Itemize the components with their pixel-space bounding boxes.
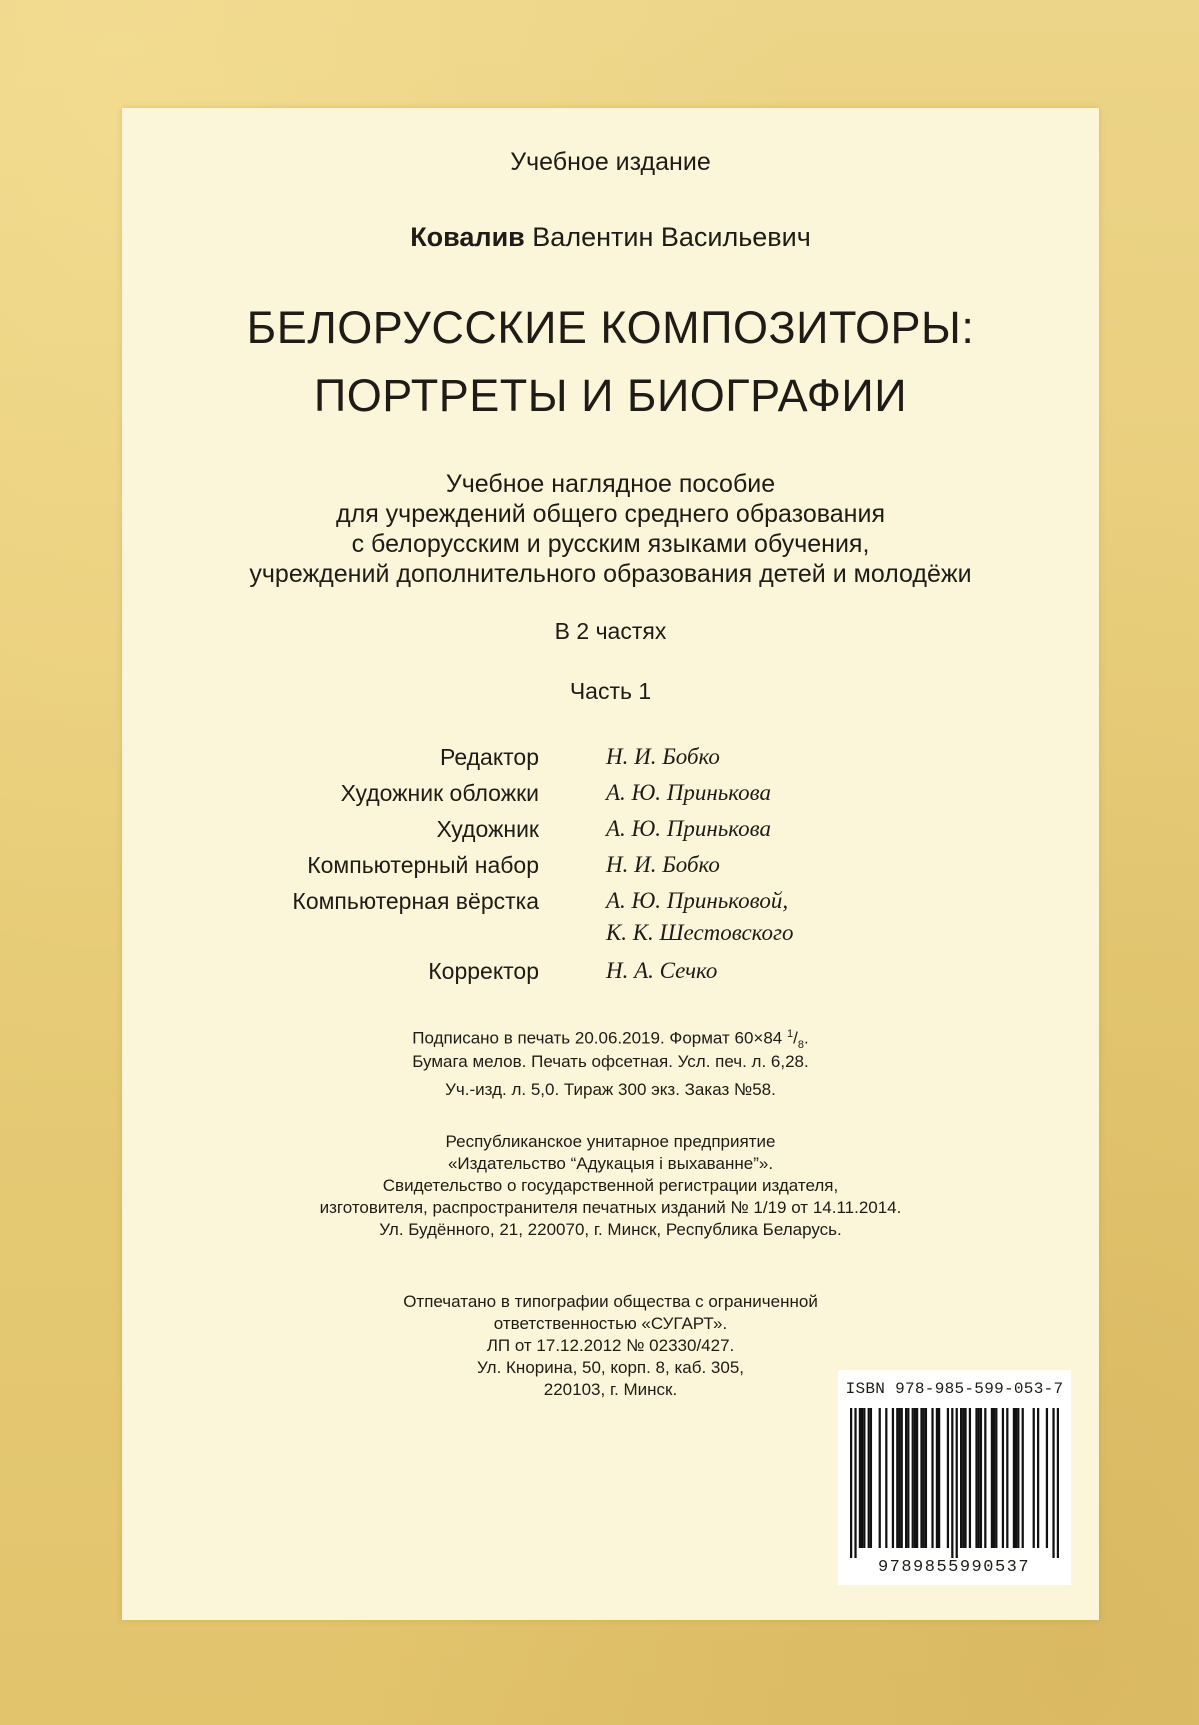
barcode-bar bbox=[1046, 1408, 1048, 1548]
barcode-bar bbox=[870, 1408, 872, 1548]
imprint-line-3: Уч.-изд. л. 5,0. Тираж 300 экз. Заказ №58. bbox=[445, 1080, 776, 1099]
barcode-bar bbox=[1015, 1408, 1017, 1548]
barcode-bar bbox=[995, 1408, 997, 1548]
barcode-bar bbox=[863, 1408, 865, 1548]
isbn-label: ISBN 978-985-599-053-7 bbox=[845, 1380, 1064, 1398]
imprint-fraction-denominator: 8 bbox=[797, 1039, 804, 1052]
description-line-4: учреждений дополнительного образования детей и молодёжи bbox=[249, 560, 972, 588]
printer-line-1: Отпечатано в типографии общества с ограниченной bbox=[403, 1292, 818, 1311]
imprint-format-text: Подписано в печать 20.06.2019. Формат 60×84 bbox=[412, 1028, 787, 1048]
barcode-bar bbox=[854, 1408, 856, 1558]
barcode-digits: 9789855990537 bbox=[877, 1558, 1031, 1577]
barcode-bar bbox=[1013, 1408, 1015, 1548]
credit-person: А. Ю. Принькова bbox=[606, 816, 771, 841]
credit-role: Редактор bbox=[439, 744, 539, 770]
barcode-bar bbox=[859, 1408, 861, 1548]
barcode-bar bbox=[947, 1408, 949, 1548]
part-number: Часть 1 bbox=[569, 678, 652, 704]
publisher-line-1: Республиканское унитарное предприятие bbox=[445, 1132, 776, 1151]
barcode-bar bbox=[993, 1408, 995, 1548]
imprint-line-end: . bbox=[803, 1028, 809, 1048]
barcode-bar bbox=[960, 1408, 962, 1548]
isbn-barcode-block bbox=[838, 1370, 1071, 1585]
barcode-bar bbox=[901, 1408, 903, 1548]
barcode-bar bbox=[914, 1408, 916, 1548]
barcode-bar bbox=[951, 1408, 953, 1558]
parts-count: В 2 частях bbox=[554, 618, 667, 644]
author-surname: Ковалив bbox=[410, 222, 525, 252]
barcode-bar bbox=[868, 1408, 870, 1548]
barcode-bar bbox=[1052, 1408, 1054, 1558]
credit-role: Компьютерный набор bbox=[307, 852, 539, 878]
barcode-bar bbox=[1017, 1408, 1019, 1548]
credit-row bbox=[122, 816, 1099, 850]
credit-row bbox=[122, 852, 1099, 886]
barcode-bar bbox=[1006, 1408, 1008, 1548]
book-title-line-1: БЕЛОРУССКИЕ КОМПОЗИТОРЫ: bbox=[246, 302, 975, 353]
colophon-panel bbox=[122, 108, 1099, 1620]
barcode-bar bbox=[978, 1408, 980, 1548]
publisher-line-3: Свидетельство о государственной регистрации издателя, bbox=[382, 1176, 839, 1195]
barcode-bar bbox=[892, 1408, 894, 1548]
barcode-bar bbox=[980, 1408, 982, 1548]
barcode-bar bbox=[1037, 1408, 1039, 1548]
imprint-line-2: Бумага мелов. Печать офсетная. Усл. печ. л. 6,28. bbox=[412, 1052, 809, 1071]
barcode-bar bbox=[920, 1408, 922, 1548]
imprint-fraction-numerator: 1 bbox=[787, 1028, 794, 1040]
barcode-bar bbox=[991, 1408, 993, 1548]
barcode-bar bbox=[1057, 1408, 1059, 1558]
barcode-bar bbox=[964, 1408, 966, 1548]
barcode-bar bbox=[850, 1408, 852, 1558]
description-line-3: с белорусским и русским языками обучения, bbox=[351, 530, 870, 558]
printer-line-4: Ул. Кнорина, 50, корп. 8, каб. 305, bbox=[477, 1358, 744, 1377]
printer-line-5: 220103, г. Минск. bbox=[543, 1380, 678, 1399]
barcode-bar bbox=[912, 1408, 914, 1548]
printer-line-3: ЛП от 17.12.2012 № 02330/427. bbox=[486, 1336, 735, 1355]
credit-row bbox=[122, 744, 1099, 778]
barcode-bar bbox=[1033, 1408, 1035, 1548]
credit-row bbox=[122, 780, 1099, 814]
credit-person: А. Ю. Принькова bbox=[606, 780, 771, 805]
description-line-1: Учебное наглядное пособие bbox=[445, 470, 776, 498]
publisher-line-2: «Издательство “Адукацыя і выхаванне”». bbox=[447, 1154, 774, 1173]
imprint-line-1: Подписано в печать 20.06.2019. Формат 60×84 $^1/_8$. bbox=[412, 1028, 809, 1052]
credit-role: Художник bbox=[436, 816, 539, 842]
edition-type: Учебное издание bbox=[510, 148, 711, 176]
barcode-bar bbox=[916, 1408, 918, 1548]
author-name bbox=[122, 222, 1099, 253]
barcode-bar bbox=[936, 1408, 938, 1548]
barcode-bar bbox=[925, 1408, 927, 1548]
credit-role: Компьютерная вёрстка bbox=[292, 888, 539, 914]
barcode-bar bbox=[984, 1408, 986, 1548]
barcode-bar bbox=[923, 1408, 925, 1548]
book-title-line-2: ПОРТРЕТЫ И БИОГРАФИИ bbox=[313, 370, 908, 421]
credit-row bbox=[122, 958, 1099, 992]
credit-person-continued: К. К. Шестовского bbox=[606, 920, 794, 945]
author-given-names: Валентин Васильевич bbox=[532, 222, 811, 252]
barcode-bar bbox=[898, 1408, 900, 1548]
credit-role: Корректор bbox=[428, 958, 539, 984]
barcode-bar bbox=[896, 1408, 898, 1548]
printer-line-2: ответственностью «СУГАРТ». bbox=[493, 1314, 728, 1333]
barcode-bar bbox=[938, 1408, 940, 1548]
publisher-line-4: изготовителя, распространителя печатных изданий № 1/19 от 14.11.2014. bbox=[319, 1198, 902, 1217]
credit-role: Художник обложки bbox=[340, 780, 539, 806]
barcode-bar bbox=[907, 1408, 909, 1548]
barcode-bar bbox=[931, 1408, 933, 1548]
barcode-bar bbox=[969, 1408, 971, 1548]
credit-person: Н. И. Бобко bbox=[606, 852, 720, 877]
barcode-bar bbox=[962, 1408, 964, 1548]
credit-person: А. Ю. Приньковой, bbox=[606, 888, 789, 913]
barcode-bar bbox=[879, 1408, 881, 1548]
credit-row bbox=[122, 888, 1099, 954]
publisher-line-5: Ул. Будённого, 21, 220070, г. Минск, Республика Беларусь. bbox=[379, 1220, 842, 1239]
barcode-bar bbox=[861, 1408, 863, 1548]
barcode-bar bbox=[1002, 1408, 1004, 1548]
barcode-bar bbox=[885, 1408, 887, 1548]
barcode-bar bbox=[905, 1408, 907, 1548]
barcode-bar bbox=[1022, 1408, 1024, 1548]
credit-person: Н. И. Бобко bbox=[606, 744, 720, 769]
description-line-2: для учреждений общего среднего образования bbox=[336, 500, 885, 528]
barcode-icon bbox=[850, 1408, 1059, 1558]
credit-person: Н. А. Сечко bbox=[606, 958, 718, 983]
barcode-bar bbox=[975, 1408, 977, 1548]
barcode-bar bbox=[956, 1408, 958, 1558]
